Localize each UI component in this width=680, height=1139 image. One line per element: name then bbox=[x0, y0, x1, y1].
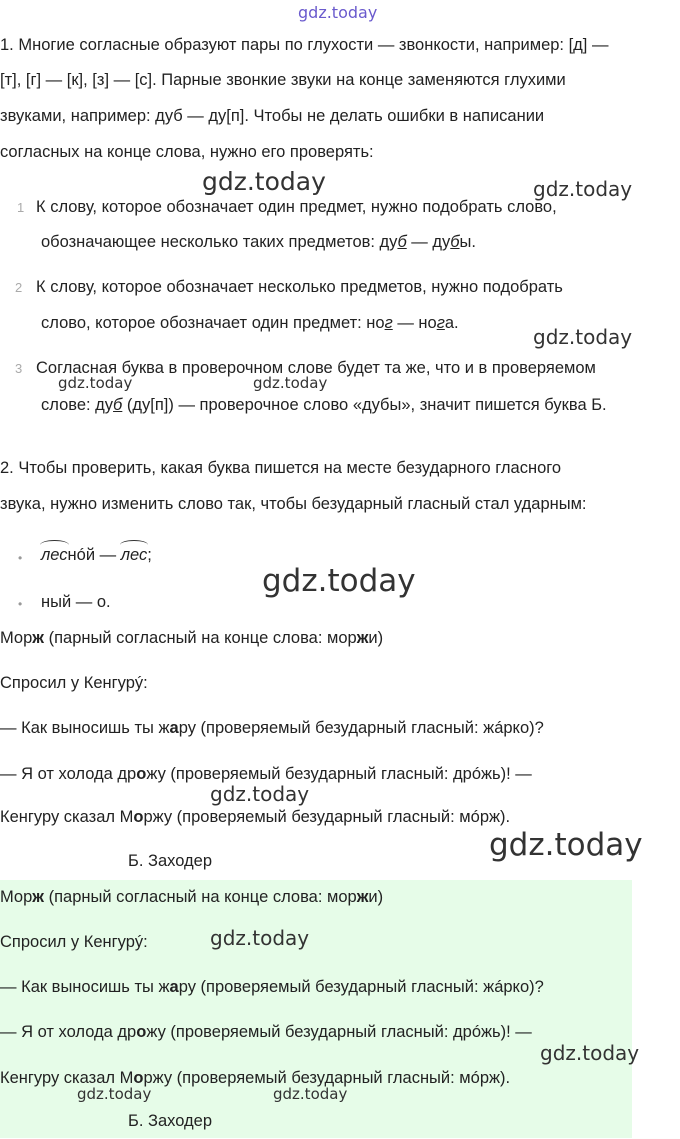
poem-line: Кенгуру сказал Моржу (проверяемый безударный гласный: мóрж). bbox=[0, 1069, 511, 1087]
poem-line: — Я от холода дрожу (проверяемый безударный гласный: дрóжь)! — bbox=[0, 1023, 532, 1041]
poem-line: — Как выносишь ты жару (проверяемый безударный гласный: жáрко)? bbox=[0, 719, 544, 737]
poem-line: Спросил у Кенгурý: bbox=[0, 933, 148, 951]
rule-line: К слову, которое обозначает несколько предметов, нужно подобрать bbox=[36, 278, 563, 296]
rule-line: обозначающее несколько таких предметов: дуб — дубы. bbox=[41, 233, 476, 251]
watermark: gdz.today bbox=[262, 563, 416, 599]
bullet-dot: • bbox=[18, 597, 23, 611]
poem-line: Кенгуру сказал Моржу (проверяемый безударный гласный: мóрж). bbox=[0, 808, 511, 826]
task1-line: согласных на конце слова, нужно его проверять: bbox=[0, 143, 374, 161]
rule-number: 2 bbox=[15, 280, 23, 295]
watermark: gdz.today bbox=[253, 374, 328, 392]
watermark: gdz.today bbox=[202, 167, 326, 196]
poem-line: Спросил у Кенгурý: bbox=[0, 674, 148, 692]
watermark: gdz.today bbox=[298, 3, 378, 22]
watermark: gdz.today bbox=[489, 827, 643, 863]
task2-line: звука, нужно изменить слово так, чтобы безударный гласный стал ударным: bbox=[0, 495, 587, 513]
bullet-example: леснóй — лес; bbox=[41, 546, 152, 564]
watermark: gdz.today bbox=[273, 1085, 348, 1103]
rule-line: слово, которое обозначает один предмет: ног — нога. bbox=[41, 314, 459, 332]
rule-line: Согласная буква в проверочном слове будет та же, что и в проверяемом bbox=[36, 359, 596, 377]
watermark: gdz.today bbox=[540, 1041, 640, 1065]
bullet-example: ный — о. bbox=[41, 593, 111, 611]
poem-line: — Я от холода дрожу (проверяемый безударный гласный: дрóжь)! — bbox=[0, 765, 532, 783]
watermark: gdz.today bbox=[77, 1085, 152, 1103]
rule-number: 3 bbox=[15, 361, 23, 376]
task2-line: 2. Чтобы проверить, какая буква пишется на месте безударного гласного bbox=[0, 459, 562, 477]
poem-author: Б. Заходер bbox=[128, 852, 212, 870]
watermark: gdz.today bbox=[210, 926, 310, 950]
rule-line: К слову, которое обозначает один предмет, нужно подобрать слово, bbox=[36, 198, 557, 216]
rule-number: 1 bbox=[17, 200, 25, 215]
poem-line: Морж (парный согласный на конце слова: моржи) bbox=[0, 629, 384, 647]
task1-line: [т], [г] — [к], [з] — [с]. Парные звонкие звуки на конце заменяются глухими bbox=[0, 71, 566, 89]
task1-line: звуками, например: дуб — ду[п]. Чтобы не делать ошибки в написании bbox=[0, 107, 545, 125]
watermark: gdz.today bbox=[533, 177, 633, 201]
poem-author: Б. Заходер bbox=[128, 1112, 212, 1130]
rule-line: слове: дуб (ду[п]) — проверочное слово «дубы», значит пишется буква Б. bbox=[41, 396, 607, 414]
task1-line: 1. Многие согласные образуют пары по глухости — звонкости, например: [д] — bbox=[0, 36, 609, 54]
poem-line: Морж (парный согласный на конце слова: моржи) bbox=[0, 888, 384, 906]
bullet-dot: • bbox=[18, 551, 23, 565]
watermark: gdz.today bbox=[210, 782, 310, 806]
watermark: gdz.today bbox=[58, 374, 133, 392]
poem-line: — Как выносишь ты жару (проверяемый безударный гласный: жáрко)? bbox=[0, 978, 544, 996]
watermark: gdz.today bbox=[533, 325, 633, 349]
